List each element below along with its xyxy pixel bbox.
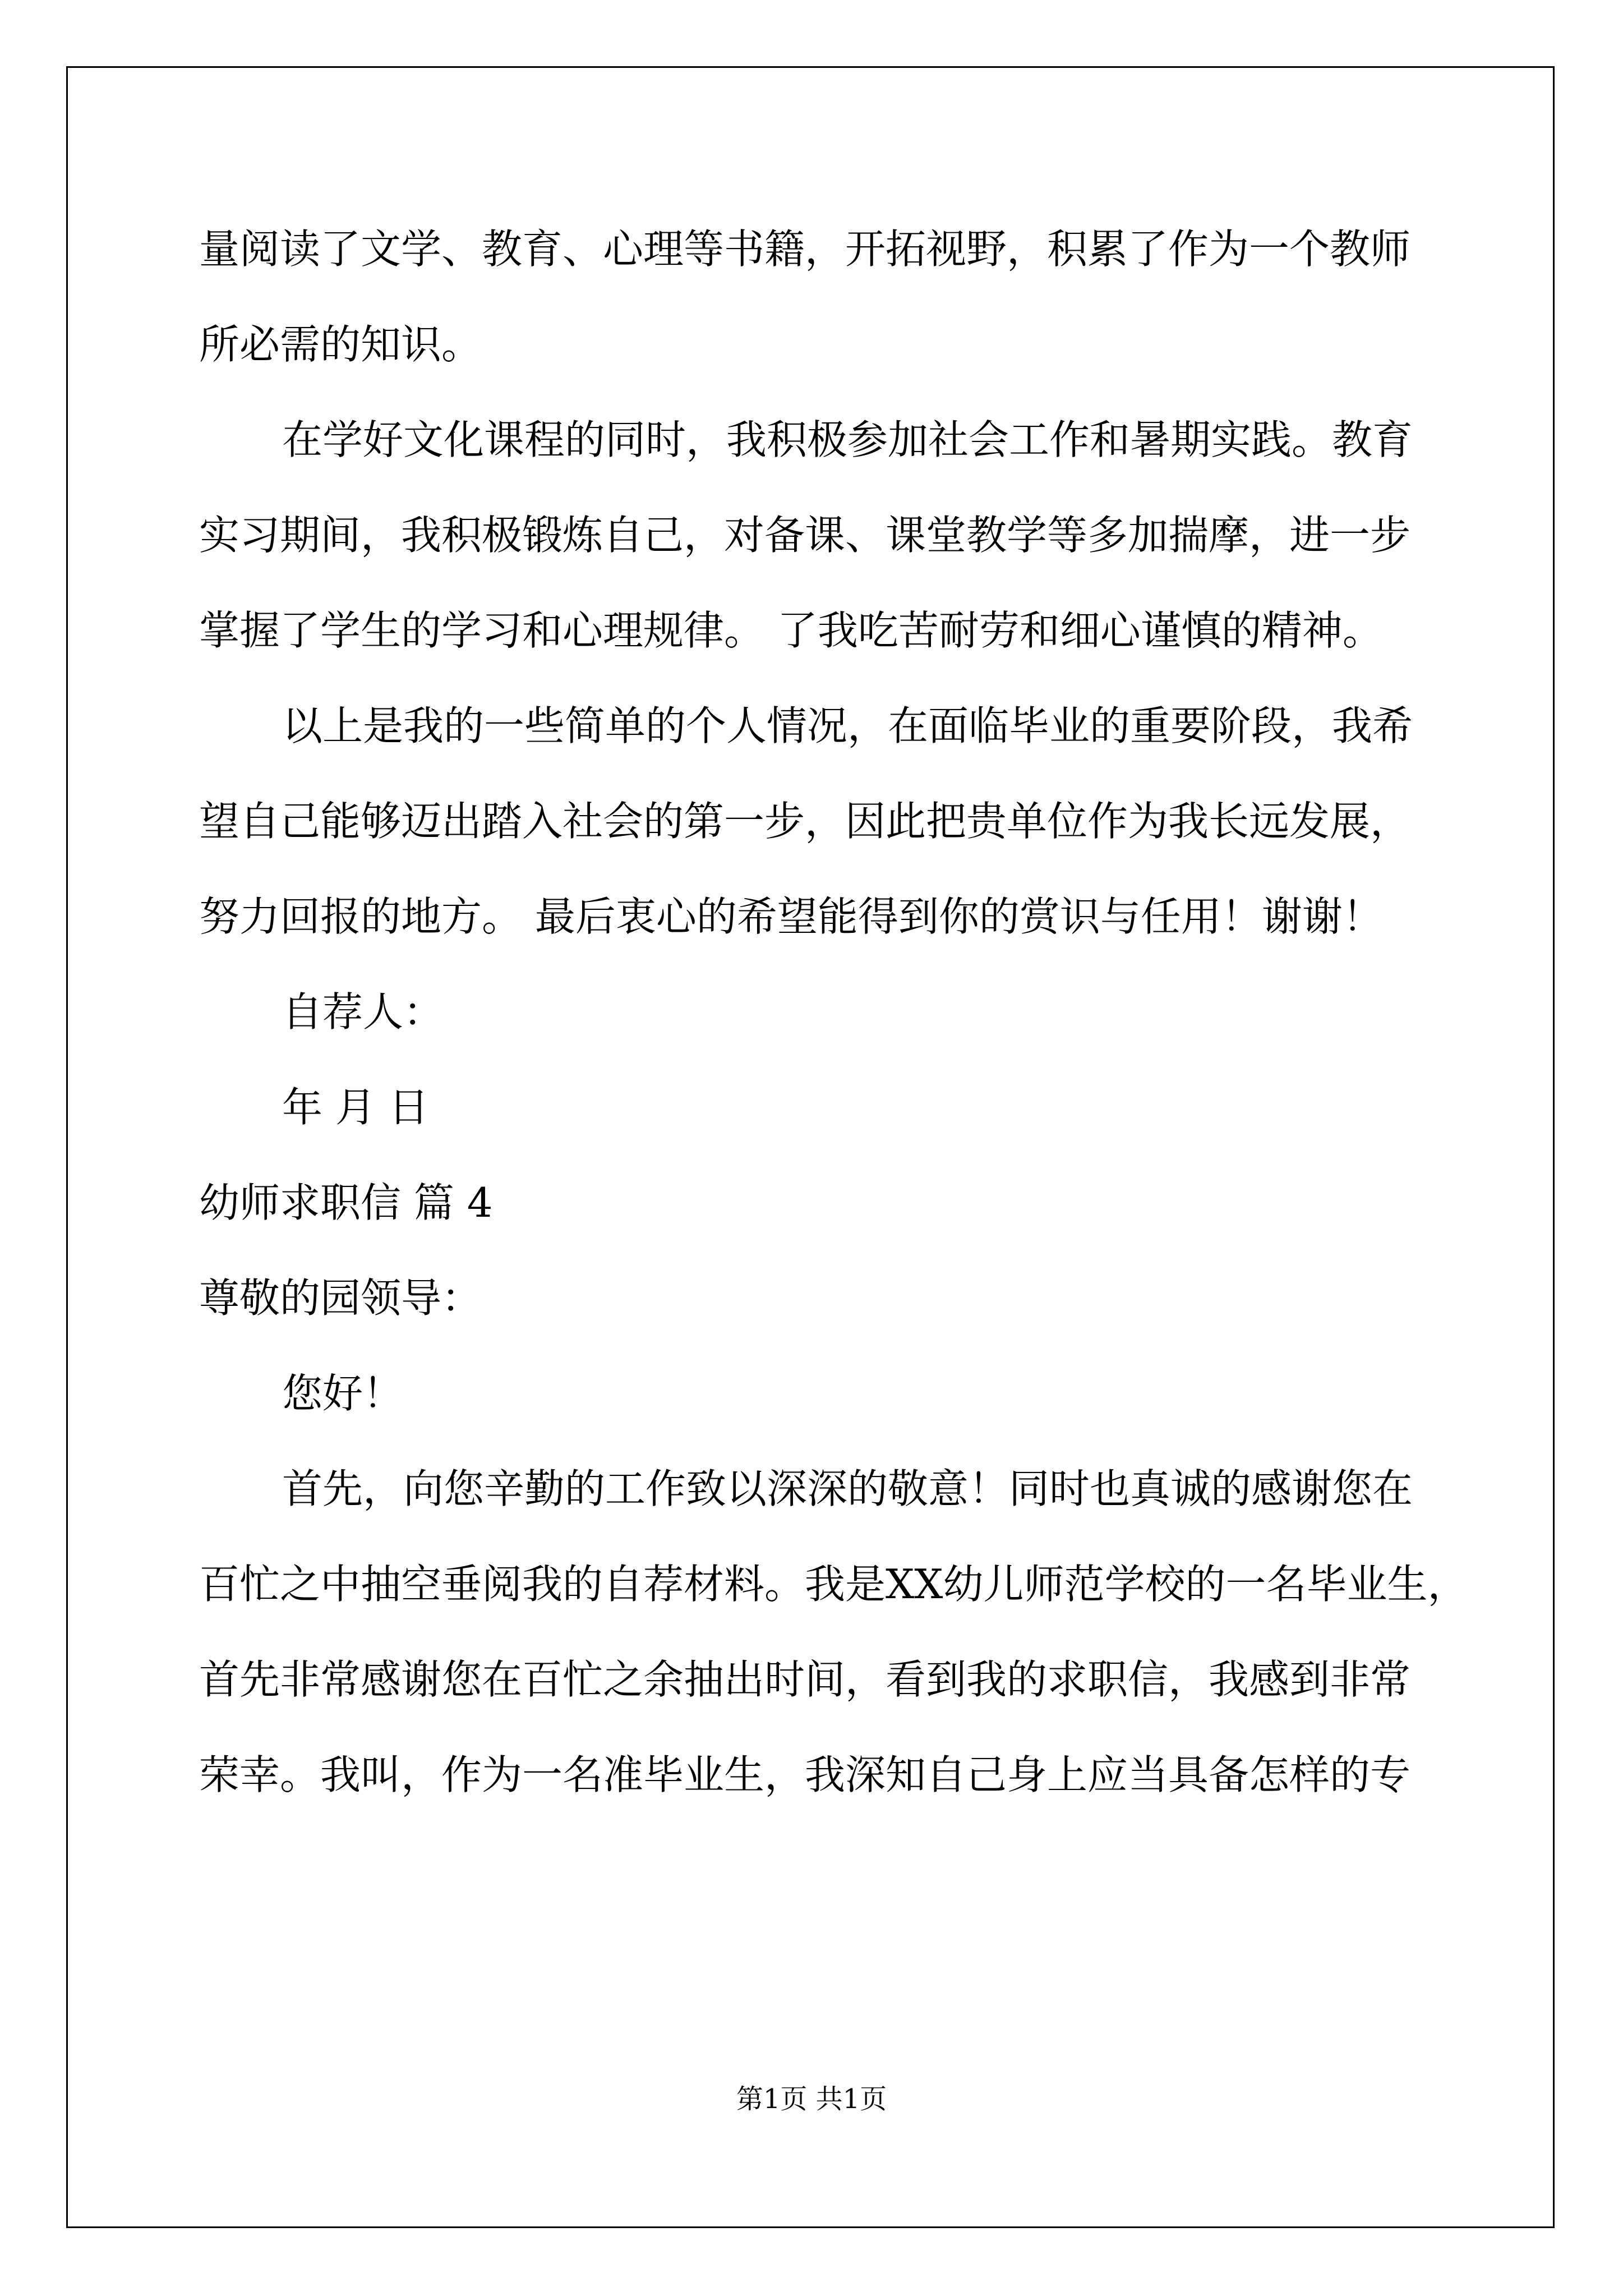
body-line: 百忙之中抽空垂阅我的自荐材料。我是XX幼儿师范学校的一名毕业生， — [199, 1561, 1468, 1608]
section-heading: 幼师求职信 篇 4 — [199, 1179, 493, 1226]
body-line: 荣幸。我叫，作为一名准毕业生，我深知自己身上应当具备怎样的专 — [199, 1751, 1411, 1798]
date-line: 年 月 日 — [282, 1084, 429, 1131]
body-line: 首先，向您辛勤的工作致以深深的敬意！同时也真诚的感谢您在 — [282, 1465, 1413, 1512]
body-line: 以上是我的一些简单的个人情况，在面临毕业的重要阶段，我希 — [282, 702, 1413, 749]
signature-label: 自荐人： — [282, 988, 444, 1036]
body-line: 实习期间，我积极锻炼自己，对备课、课堂教学等多加揣摩，进一步 — [199, 512, 1411, 559]
body-line: 量阅读了文学、教育、心理等书籍，开拓视野，积累了作为一个教师 — [199, 226, 1411, 273]
body-line: 所必需的知识。 — [199, 321, 482, 368]
body-line: 首先非常感谢您在百忙之余抽出时间，看到我的求职信，我感到非常 — [199, 1656, 1411, 1703]
greeting: 您好！ — [282, 1370, 404, 1417]
body-line: 望自己能够迈出踏入社会的第一步，因此把贵单位作为我长远发展， — [199, 798, 1411, 845]
page-border — [66, 66, 1555, 2228]
body-line: 在学好文化课程的同时，我积极参加社会工作和暑期实践。教育 — [282, 416, 1413, 463]
body-line: 努力回报的地方。 最后衷心的希望能得到你的赏识与任用！谢谢！ — [199, 893, 1383, 940]
page-footer: 第1页 共1页 — [736, 2083, 887, 2115]
salutation: 尊敬的园领导： — [199, 1274, 482, 1322]
body-line: 掌握了学生的学习和心理规律。 了我吃苦耐劳和细心谨慎的精神。 — [199, 607, 1383, 654]
